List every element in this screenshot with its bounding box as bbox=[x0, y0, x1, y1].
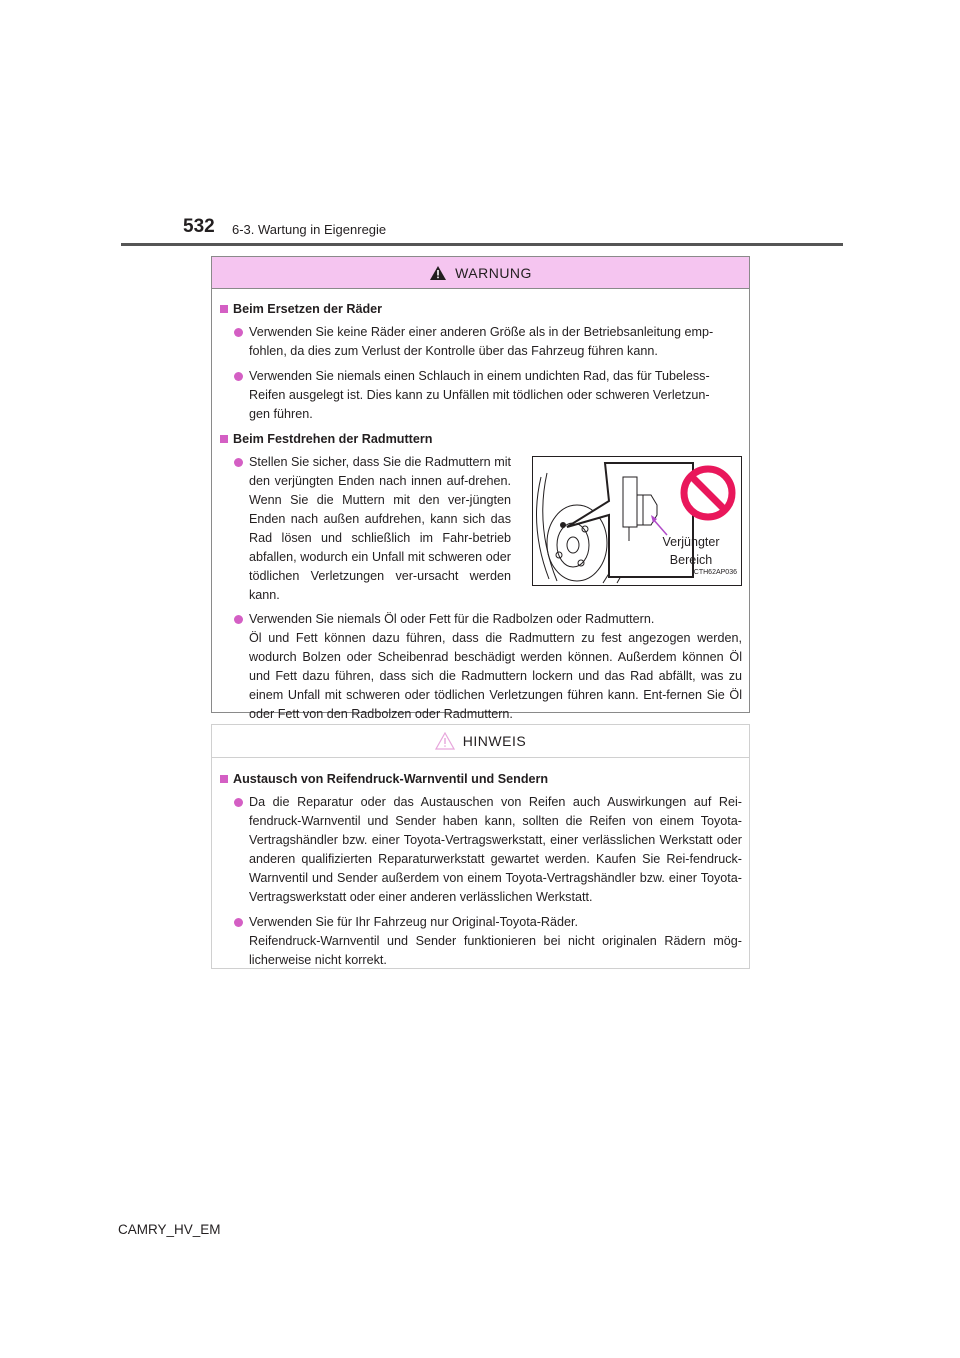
note-title: HINWEIS bbox=[462, 733, 527, 749]
bullet-dot-icon bbox=[234, 328, 243, 337]
figure-row bbox=[220, 453, 742, 605]
bullet-dot-icon bbox=[234, 918, 243, 927]
header-rule bbox=[121, 243, 843, 246]
label-line: Verjüngter bbox=[662, 535, 720, 549]
bullet-dot-icon bbox=[234, 458, 243, 467]
warning-box bbox=[211, 256, 750, 721]
list-item bbox=[220, 323, 742, 361]
warning-body bbox=[212, 289, 749, 724]
section-heading bbox=[220, 300, 742, 319]
page-number: 532 bbox=[183, 216, 215, 237]
list-item bbox=[220, 367, 742, 424]
note-header bbox=[212, 725, 749, 758]
warning-header bbox=[212, 257, 749, 289]
section-title: 6-3. Wartung in Eigenregie bbox=[232, 222, 387, 237]
item-text: Stellen Sie sicher, dass Sie die Radmuttern mit den verjüngten Enden nach innen auf-drehen. Wenn Sie die Muttern mit den ver-jüngten Enden nach außen aufdrehen, kann sich das Rad lösen und schließlich im Fahr-betrieb abfallen, wodurch ein Unfall mit schweren oder tödlichen Verletzungen ver-ursacht werden kann. bbox=[249, 455, 511, 602]
list-item bbox=[220, 793, 742, 907]
item-text: Da die Reparatur oder das Austauschen von Reifen auch Auswirkungen auf Rei-fendruck-Warnventil und Sender haben kann, sollten die Reifen von einem Toyota-Vertragshändler bzw. einer Toyota-Vertragswerkstatt, einer verlässlichen Werkstatt oder anderen qualifizierten Reparaturwerkstatt gewartet werden. Kaufen Sie Rei-fendruck-Warnventil und Sender außerdem von einem Toyota-Vertragshändler bzw. einer Toyota-Vertragswerkstatt oder einer anderen verlässlichen Werkstatt. bbox=[249, 795, 742, 904]
bullet-dot-icon bbox=[234, 798, 243, 807]
warning-triangle-icon bbox=[429, 265, 447, 281]
bullet-dot-icon bbox=[234, 615, 243, 624]
list-item bbox=[220, 610, 742, 724]
caution-triangle-icon bbox=[435, 732, 455, 750]
list-item bbox=[220, 913, 742, 970]
note-box bbox=[211, 724, 750, 969]
item-text: Verwenden Sie niemals Öl oder Fett für die Radbolzen oder Radmuttern. Öl und Fett können dazu führen, dass die Radmuttern zu fest angezogen werden, wodurch Bolzen oder Scheibenrad beschädigt werden können. Außerdem können Öl und Fett dazu führen, dass sich die Radmuttern lockern und das Rad abfällt, was zu einem Unfall mit schweren oder tödlichen Verletzungen führen kann. Ent-fernen Sie Öl oder Fett von den Radbolzen oder Radmuttern. bbox=[249, 612, 742, 721]
item-text: Verwenden Sie keine Räder einer anderen Größe als in der Betriebsanleitung emp- fohlen, da dies zum Verlust der Kontrolle über das Fahrzeug führen kann. bbox=[249, 325, 714, 358]
label-line: Bereich bbox=[669, 553, 713, 567]
heading-text: Beim Festdrehen der Radmuttern bbox=[233, 432, 433, 446]
note-body bbox=[212, 758, 749, 970]
square-bullet-icon bbox=[220, 305, 228, 313]
list-item bbox=[220, 453, 511, 605]
heading-text: Beim Ersetzen der Räder bbox=[233, 302, 383, 316]
section-heading bbox=[220, 430, 742, 449]
item-text: Verwenden Sie für Ihr Fahrzeug nur Original-Toyota-Räder. Reifendruck-Warnventil und Sender funktionieren bei nicht originalen Rädern mög-licherweise nicht korrekt. bbox=[249, 915, 742, 967]
section-heading bbox=[220, 770, 742, 789]
square-bullet-icon bbox=[220, 775, 228, 783]
wheel-nut-illustration bbox=[532, 456, 742, 586]
square-bullet-icon bbox=[220, 435, 228, 443]
model-code-footer: CAMRY_HV_EM bbox=[118, 1222, 221, 1237]
warning-title: WARNUNG bbox=[455, 264, 532, 281]
heading-text: Austausch von Reifendruck-Warnventil und Sendern bbox=[233, 772, 549, 786]
item-text: Verwenden Sie niemals einen Schlauch in einem undichten Rad, das für Tubeless- Reifen ausgelegt ist. Dies kann zu Unfällen mit tödlichen oder schweren Verletzun- gen führen. bbox=[249, 369, 710, 421]
bullet-dot-icon bbox=[234, 372, 243, 381]
figure-code: CTH62AP036 bbox=[693, 569, 737, 576]
